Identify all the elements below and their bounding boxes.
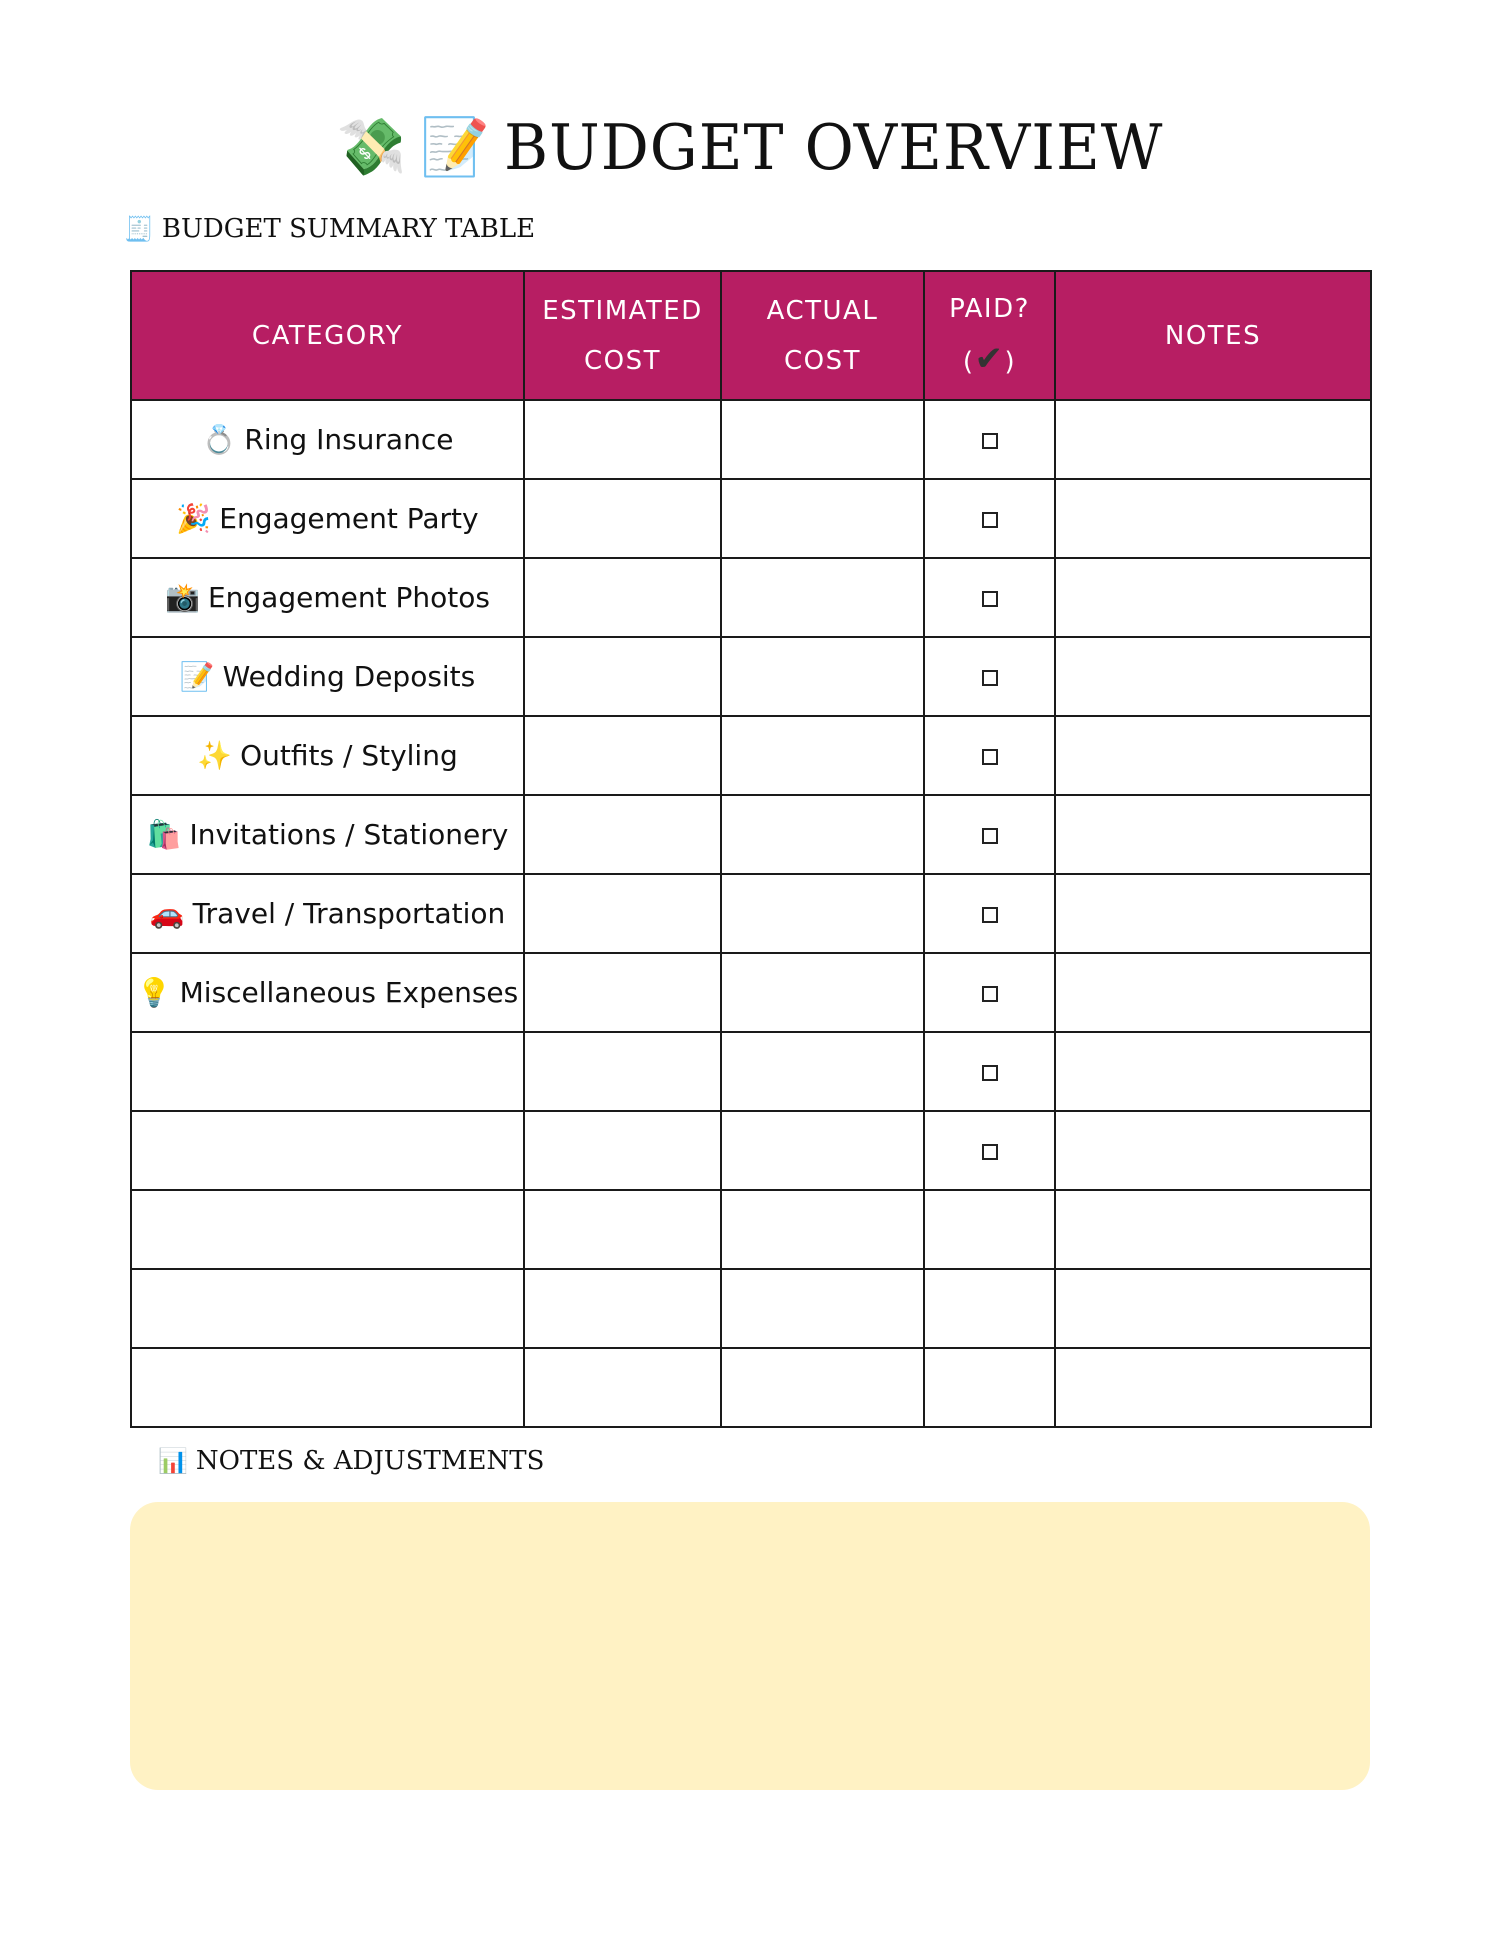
actual-cost-cell[interactable] [721, 637, 924, 716]
category-cell[interactable] [131, 1269, 524, 1348]
notes-cell[interactable] [1055, 1190, 1371, 1269]
notes-cell[interactable] [1055, 558, 1371, 637]
money-with-wings-icon: 💸 [336, 115, 407, 180]
paid-checkbox[interactable] [982, 1065, 998, 1081]
paid-cell [924, 1111, 1055, 1190]
estimated-cost-cell[interactable] [524, 953, 721, 1032]
category-cell[interactable] [131, 1111, 524, 1190]
estimated-cost-cell[interactable] [524, 1348, 721, 1427]
category-label: Outfits / Styling [240, 739, 458, 772]
category-label: Ring Insurance [244, 423, 454, 456]
table-header-row [131, 271, 1371, 400]
category-cell[interactable] [131, 795, 524, 874]
actual-cost-cell[interactable] [721, 479, 924, 558]
page-header [0, 108, 1500, 188]
notes-section-title: NOTES & ADJUSTMENTS [195, 1446, 545, 1476]
paid-checkbox[interactable] [982, 907, 998, 923]
paid-cell [924, 874, 1055, 953]
category-cell[interactable] [131, 1348, 524, 1427]
category-cell[interactable] [131, 1190, 524, 1269]
memo-icon: 📝 [420, 115, 491, 180]
actual-cost-cell[interactable] [721, 558, 924, 637]
category-cell[interactable] [131, 874, 524, 953]
paid-checkbox[interactable] [982, 591, 998, 607]
table-row [131, 795, 1371, 874]
paid-checkbox[interactable] [982, 986, 998, 1002]
category-cell[interactable] [131, 479, 524, 558]
category-cell[interactable] [131, 637, 524, 716]
column-header-paid: PAID? (✔) [924, 271, 1055, 400]
category-cell[interactable] [131, 716, 524, 795]
actual-cost-cell[interactable] [721, 1190, 924, 1269]
actual-cost-cell[interactable] [721, 400, 924, 479]
paid-cell [924, 558, 1055, 637]
paid-cell [924, 637, 1055, 716]
camera-flash-icon: 📸 [165, 581, 200, 614]
page-title: BUDGET OVERVIEW [504, 111, 1164, 185]
table-row [131, 1190, 1371, 1269]
actual-cost-cell[interactable] [721, 874, 924, 953]
table-row [131, 953, 1371, 1032]
bar-chart-icon: 📊 [158, 1447, 188, 1475]
party-popper-icon: 🎉 [176, 502, 212, 535]
column-header-notes: NOTES [1055, 271, 1371, 400]
receipt-icon: 🧾 [124, 215, 154, 243]
check-mark-icon: ✔ [974, 339, 1005, 379]
paid-checkbox[interactable] [982, 512, 998, 528]
paid-cell [924, 479, 1055, 558]
category-cell[interactable] [131, 558, 524, 637]
light-bulb-icon: 💡 [136, 976, 172, 1009]
actual-cost-cell[interactable] [721, 1348, 924, 1427]
category-label: Invitations / Stationery [189, 818, 509, 851]
paid-checkbox[interactable] [982, 749, 998, 765]
category-cell[interactable] [131, 953, 524, 1032]
estimated-cost-cell[interactable] [524, 558, 721, 637]
summary-section-title: BUDGET SUMMARY TABLE [161, 214, 536, 244]
category-label: Miscellaneous Expenses [179, 976, 519, 1009]
paid-checkbox[interactable] [982, 828, 998, 844]
column-header-category: CATEGORY [131, 271, 524, 400]
ring-icon: 💍 [201, 423, 237, 456]
paid-cell [924, 716, 1055, 795]
estimated-cost-cell[interactable] [524, 1190, 721, 1269]
actual-cost-cell[interactable] [721, 795, 924, 874]
notes-cell[interactable] [1055, 1269, 1371, 1348]
table-row [131, 716, 1371, 795]
notes-cell[interactable] [1055, 716, 1371, 795]
notes-cell[interactable] [1055, 795, 1371, 874]
sparkles-icon: ✨ [197, 739, 233, 772]
actual-cost-cell[interactable] [721, 1269, 924, 1348]
table-row [131, 479, 1371, 558]
paid-cell [924, 953, 1055, 1032]
paid-checkbox[interactable] [982, 1144, 998, 1160]
actual-cost-cell[interactable] [721, 716, 924, 795]
summary-section-heading [124, 214, 535, 244]
estimated-cost-cell[interactable] [524, 795, 721, 874]
paid-cell [924, 1032, 1055, 1111]
column-header-estimated-cost: ESTIMATED COST [524, 271, 721, 400]
category-label: Travel / Transportation [192, 897, 506, 930]
paid-cell [924, 795, 1055, 874]
table-row [131, 1269, 1371, 1348]
table-row [131, 400, 1371, 479]
column-header-actual-cost: ACTUAL COST [721, 271, 924, 400]
category-label: Engagement Photos [207, 581, 490, 614]
notes-cell[interactable] [1055, 1111, 1371, 1190]
budget-summary-table [130, 270, 1372, 1428]
estimated-cost-cell[interactable] [524, 1111, 721, 1190]
category-label: Wedding Deposits [222, 660, 476, 693]
table-row [131, 1348, 1371, 1427]
paid-checkbox[interactable] [982, 670, 998, 686]
estimated-cost-cell[interactable] [524, 874, 721, 953]
table-row [131, 1032, 1371, 1111]
car-icon: 🚗 [149, 897, 185, 930]
table-row [131, 558, 1371, 637]
estimated-cost-cell[interactable] [524, 1269, 721, 1348]
paid-checkbox[interactable] [982, 433, 998, 449]
paid-cell[interactable] [924, 1190, 1055, 1269]
category-label: Engagement Party [219, 502, 479, 535]
notes-cell[interactable] [1055, 479, 1371, 558]
notes-cell[interactable] [1055, 953, 1371, 1032]
category-cell[interactable] [131, 1032, 524, 1111]
notes-section-heading [158, 1446, 544, 1476]
table-row [131, 874, 1371, 953]
notes-cell[interactable] [1055, 1032, 1371, 1111]
notes-adjustments-box[interactable] [130, 1502, 1370, 1790]
table-row [131, 637, 1371, 716]
paid-cell [924, 400, 1055, 479]
estimated-cost-cell[interactable] [524, 400, 721, 479]
estimated-cost-cell[interactable] [524, 1032, 721, 1111]
notes-cell[interactable] [1055, 400, 1371, 479]
estimated-cost-cell[interactable] [524, 716, 721, 795]
table-row [131, 1111, 1371, 1190]
category-cell[interactable] [131, 400, 524, 479]
shopping-bags-icon: 🛍️ [146, 818, 182, 851]
notes-cell[interactable] [1055, 637, 1371, 716]
estimated-cost-cell[interactable] [524, 479, 721, 558]
memo-icon: 📝 [179, 660, 215, 693]
paid-cell[interactable] [924, 1269, 1055, 1348]
actual-cost-cell[interactable] [721, 1032, 924, 1111]
estimated-cost-cell[interactable] [524, 637, 721, 716]
notes-cell[interactable] [1055, 874, 1371, 953]
paid-cell[interactable] [924, 1348, 1055, 1427]
notes-cell[interactable] [1055, 1348, 1371, 1427]
actual-cost-cell[interactable] [721, 1111, 924, 1190]
actual-cost-cell[interactable] [721, 953, 924, 1032]
